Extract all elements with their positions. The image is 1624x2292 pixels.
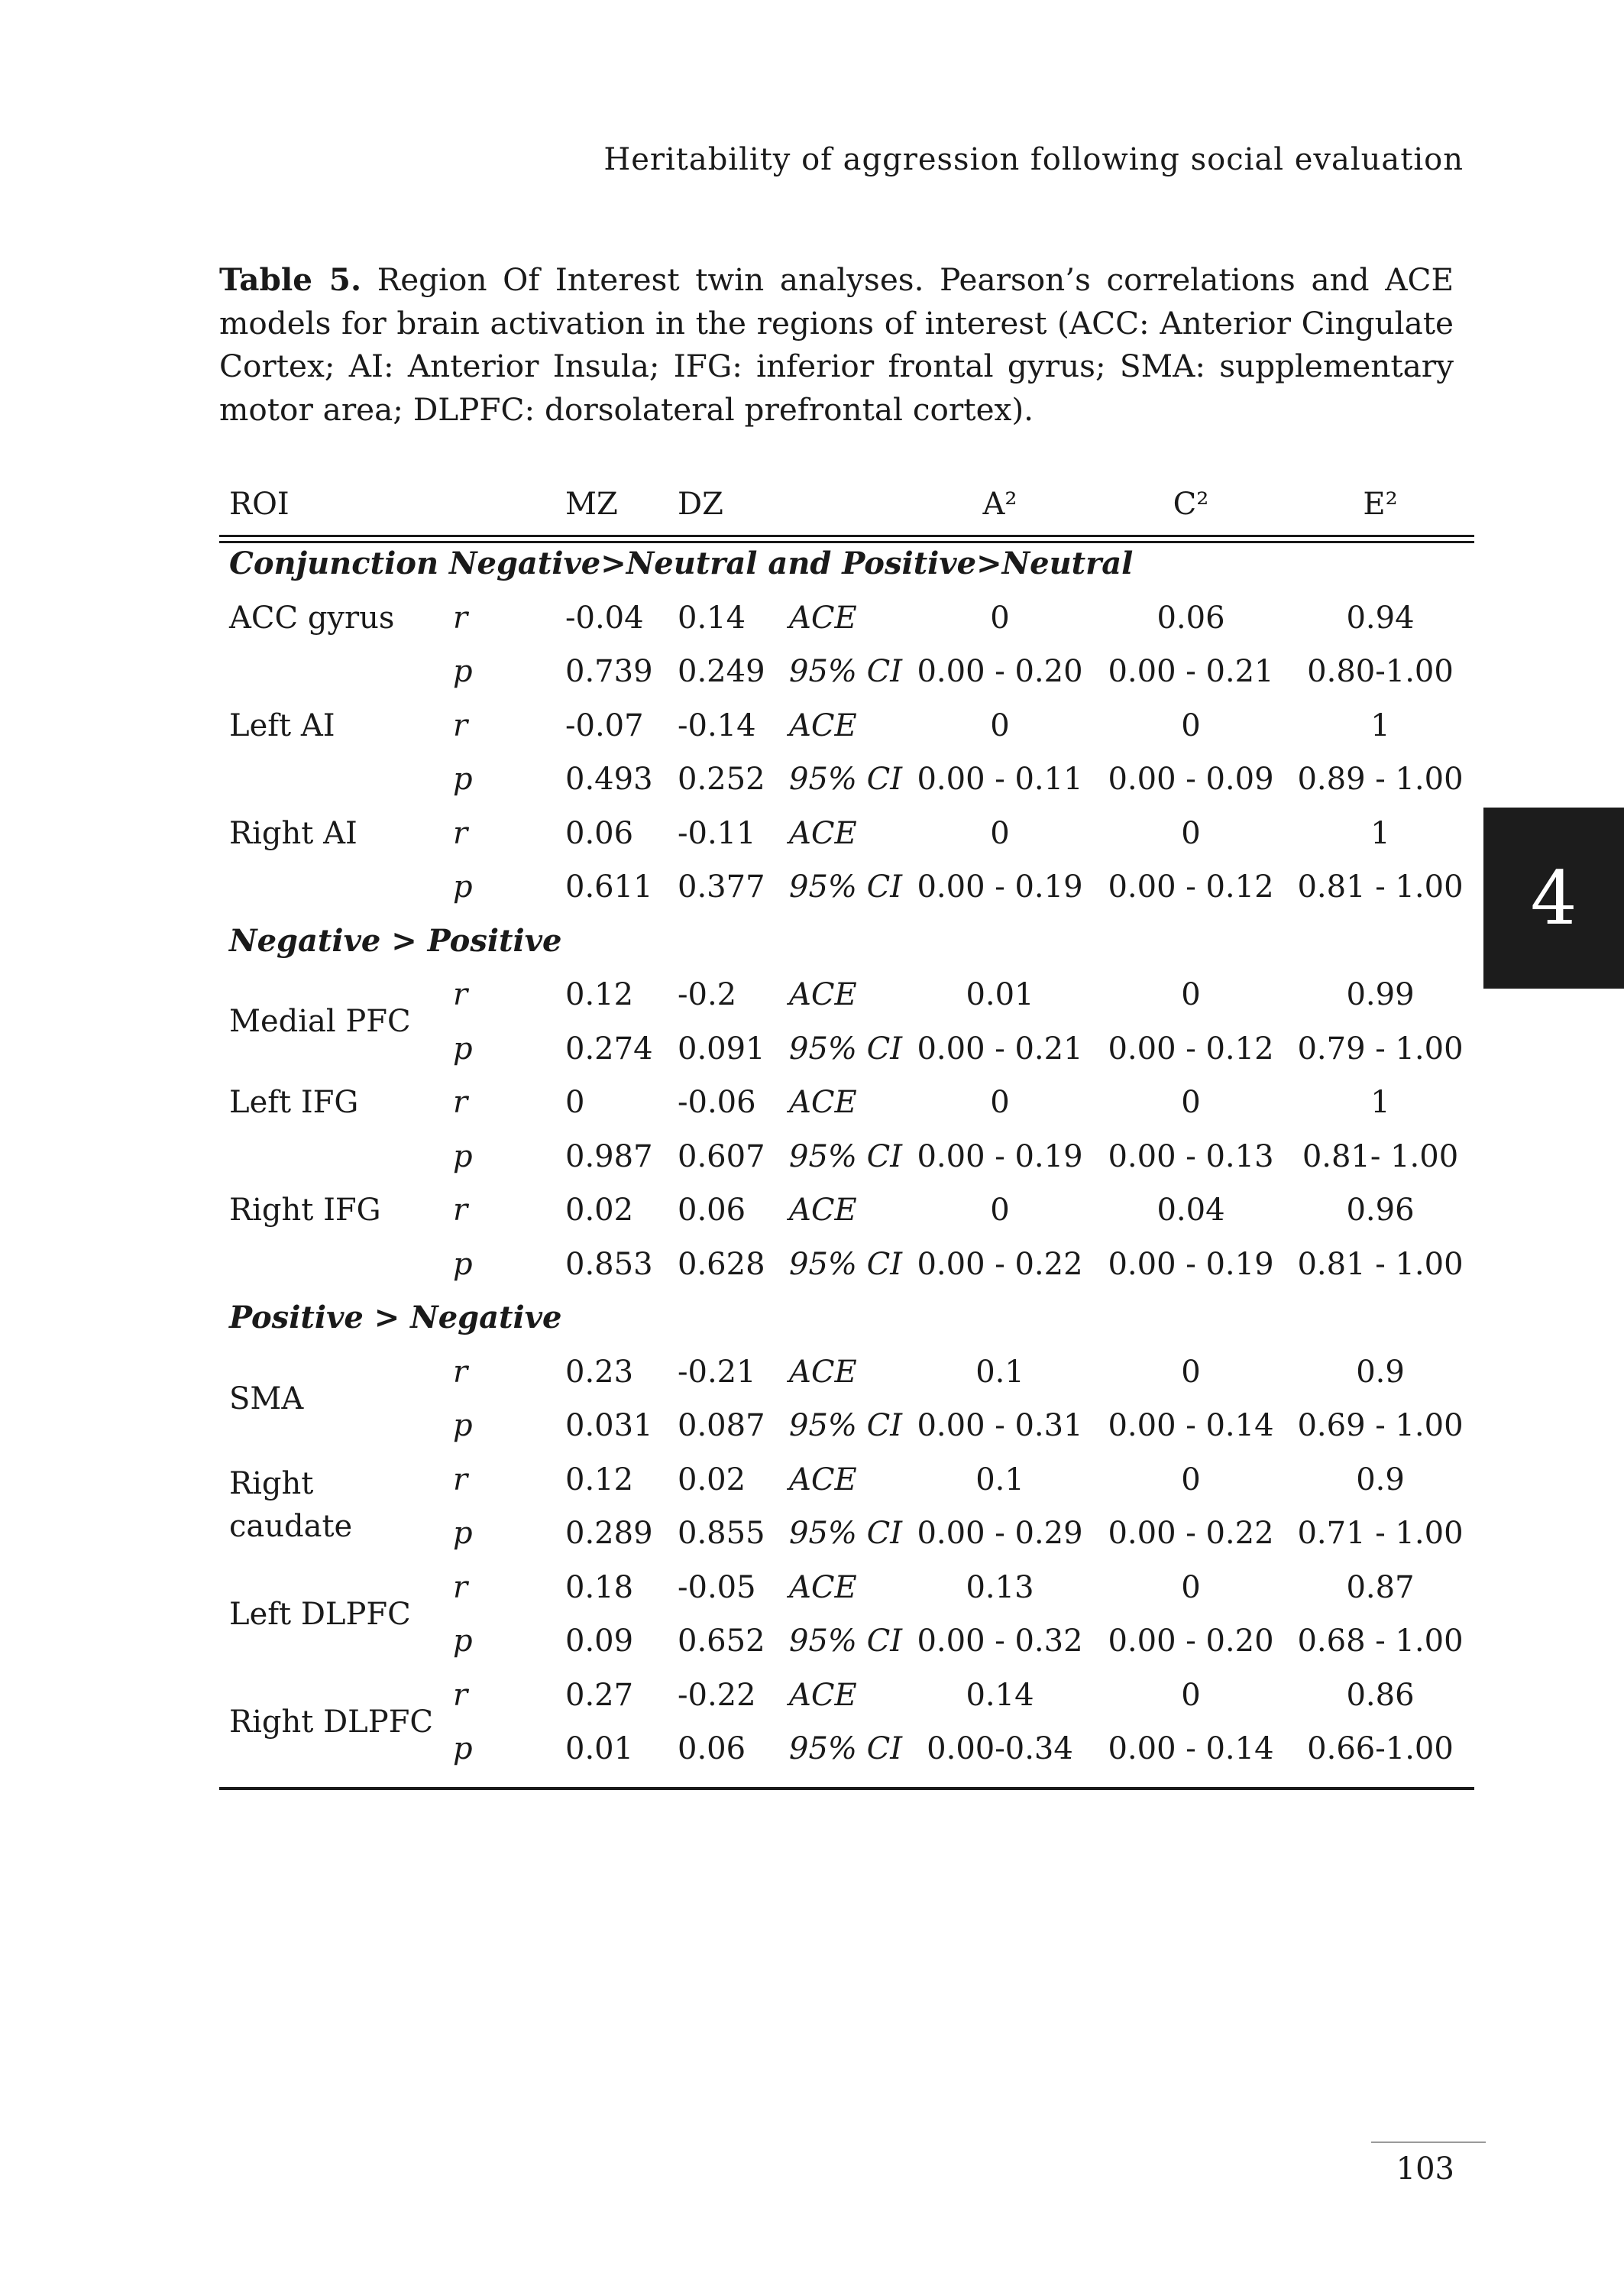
stat-symbol: p <box>453 869 473 905</box>
model-label: ACE <box>789 600 857 636</box>
data-cell: 0.01 <box>966 977 1034 1012</box>
data-cell: 0.628 <box>678 1246 765 1282</box>
roi-table <box>219 474 1474 1778</box>
roi-name: Left AI <box>229 707 335 743</box>
stat-symbol: r <box>453 1677 468 1713</box>
table-caption <box>219 258 1454 431</box>
stat-symbol: r <box>453 600 468 636</box>
stat-symbol: p <box>453 762 473 797</box>
stat-symbol: r <box>453 1354 468 1390</box>
data-cell: 0.00 - 0.19 <box>917 869 1083 905</box>
data-cell: 0.252 <box>678 762 765 797</box>
chapter-tab: 4 <box>1483 808 1624 989</box>
data-cell: -0.04 <box>565 600 644 636</box>
data-cell: 0.96 <box>1346 1193 1415 1228</box>
data-cell: 0.00 - 0.13 <box>1108 1138 1274 1174</box>
data-cell: 0.00 - 0.20 <box>917 654 1083 689</box>
model-label: 95% CI <box>789 1246 903 1282</box>
data-cell: 0.00 - 0.19 <box>1108 1246 1274 1282</box>
header-rule-top <box>219 535 1474 537</box>
stat-symbol: p <box>453 1624 473 1659</box>
data-cell: 0.81- 1.00 <box>1302 1138 1459 1174</box>
table-bottom-rule <box>219 1787 1474 1790</box>
data-cell: 0.89 - 1.00 <box>1297 762 1464 797</box>
data-cell: -0.05 <box>678 1569 756 1605</box>
data-cell: 0 <box>1181 1569 1201 1605</box>
data-cell: 0.87 <box>1346 1569 1415 1605</box>
data-cell: 0.00 - 0.11 <box>917 762 1083 797</box>
data-cell: 0.00 - 0.20 <box>1108 1624 1274 1659</box>
data-cell: -0.07 <box>565 707 644 743</box>
data-cell: -0.06 <box>678 1085 756 1120</box>
column-header: E² <box>1363 487 1398 522</box>
data-cell: 0 <box>1181 815 1201 851</box>
data-cell: 0.09 <box>565 1624 634 1659</box>
data-cell: 0.853 <box>565 1246 653 1282</box>
model-label: 95% CI <box>789 762 903 797</box>
model-label: 95% CI <box>789 869 903 905</box>
roi-name: Left IFG <box>229 1085 359 1120</box>
data-cell: 0 <box>990 1193 1010 1228</box>
data-cell: 0.06 <box>678 1193 746 1228</box>
model-label: 95% CI <box>789 1408 903 1443</box>
data-cell: 0.12 <box>565 1462 634 1497</box>
model-label: ACE <box>789 977 857 1012</box>
caption-label: Table 5. <box>219 261 362 298</box>
data-cell: 0.1 <box>975 1354 1024 1390</box>
model-label: ACE <box>789 1569 857 1605</box>
column-header: A² <box>982 487 1017 522</box>
stat-symbol: p <box>453 1031 473 1067</box>
data-cell: 0.66-1.00 <box>1307 1731 1454 1766</box>
data-cell: 0 <box>990 600 1010 636</box>
model-label: ACE <box>789 1354 857 1390</box>
model-label: 95% CI <box>789 1624 903 1659</box>
caption-text: Region Of Interest twin analyses. Pearson’s correlations and ACE models for brain activation in the regions of interest (ACC: Anterior Cingulate Cortex; AI: Anterior Insula; IFG: inferior frontal gyrus; SMA: supplementary motor area; DLPFC: dorsolateral prefrontal cortex). <box>219 261 1454 428</box>
model-label: ACE <box>789 815 857 851</box>
model-label: 95% CI <box>789 654 903 689</box>
page-number-rule <box>1371 2141 1486 2143</box>
data-cell: 0 <box>990 707 1010 743</box>
data-cell: 0.855 <box>678 1516 765 1551</box>
data-cell: 0.71 - 1.00 <box>1297 1516 1464 1551</box>
stat-symbol: r <box>453 977 468 1012</box>
model-label: 95% CI <box>789 1138 903 1174</box>
data-cell: 0.652 <box>678 1624 765 1659</box>
data-cell: 0.18 <box>565 1569 634 1605</box>
data-cell: 0.031 <box>565 1408 653 1443</box>
data-cell: 0.377 <box>678 869 765 905</box>
data-cell: 0.00 - 0.14 <box>1108 1731 1274 1766</box>
section-heading: Positive > Negative <box>229 1300 562 1335</box>
data-cell: 0.81 - 1.00 <box>1297 1246 1464 1282</box>
data-cell: 0.00 - 0.31 <box>917 1408 1083 1443</box>
model-label: 95% CI <box>789 1031 903 1067</box>
data-cell: 0.00 - 0.32 <box>917 1624 1083 1659</box>
data-cell: 0.00 - 0.22 <box>917 1246 1083 1282</box>
data-cell: 0.94 <box>1346 600 1415 636</box>
stat-symbol: r <box>453 1462 468 1497</box>
data-cell: 0.23 <box>565 1354 634 1390</box>
section-heading: Negative > Positive <box>229 922 562 959</box>
data-cell: 0.79 - 1.00 <box>1297 1031 1464 1067</box>
data-cell: 0.607 <box>678 1138 765 1174</box>
data-cell: 0.01 <box>565 1731 634 1766</box>
data-cell: 0.00 - 0.21 <box>917 1031 1083 1067</box>
roi-name: Right AI <box>229 815 357 851</box>
data-cell: 0.9 <box>1356 1354 1405 1390</box>
data-cell: -0.11 <box>678 815 756 851</box>
roi-name: Right caudate <box>229 1465 353 1544</box>
data-cell: 0.69 - 1.00 <box>1297 1408 1464 1443</box>
data-cell: 0.493 <box>565 762 653 797</box>
data-cell: 0 <box>990 1085 1010 1120</box>
roi-name: Medial PFC <box>229 1004 411 1040</box>
data-cell: 0 <box>1181 707 1201 743</box>
model-label: ACE <box>789 1677 857 1713</box>
data-cell: 0.14 <box>966 1677 1034 1713</box>
data-cell: 0.9 <box>1356 1462 1405 1497</box>
column-header: C² <box>1173 487 1209 522</box>
data-cell: -0.22 <box>678 1677 756 1713</box>
page-number: 103 <box>1396 2151 1454 2187</box>
stat-symbol: p <box>453 1516 473 1551</box>
data-cell: 0.00 - 0.12 <box>1108 1031 1274 1067</box>
data-cell: 0.987 <box>565 1138 653 1174</box>
roi-name: Left DLPFC <box>229 1596 411 1632</box>
data-cell: 0.06 <box>1157 600 1225 636</box>
data-cell: 0 <box>565 1085 585 1120</box>
stat-symbol: p <box>453 1408 473 1443</box>
data-cell: 0.80-1.00 <box>1307 654 1454 689</box>
stat-symbol: r <box>453 1193 468 1228</box>
data-cell: 0 <box>1181 977 1201 1012</box>
stat-symbol: r <box>453 815 468 851</box>
column-header: MZ <box>565 487 618 522</box>
data-cell: 0.087 <box>678 1408 765 1443</box>
data-cell: 0 <box>990 815 1010 851</box>
data-cell: 0.249 <box>678 654 765 689</box>
column-header: ROI <box>229 487 290 522</box>
data-cell: 0.1 <box>975 1462 1024 1497</box>
model-label: ACE <box>789 1193 857 1228</box>
data-cell: 0.00 - 0.19 <box>917 1138 1083 1174</box>
data-cell: -0.2 <box>678 977 737 1012</box>
data-cell: 0.68 - 1.00 <box>1297 1624 1464 1659</box>
roi-name: ACC gyrus <box>229 600 395 636</box>
data-cell: 0.00-0.34 <box>927 1731 1073 1766</box>
data-cell: 0.86 <box>1346 1677 1415 1713</box>
data-cell: 0.13 <box>966 1569 1034 1605</box>
data-cell: 1 <box>1370 707 1390 743</box>
data-cell: 0.274 <box>565 1031 653 1067</box>
data-cell: 0.12 <box>565 977 634 1012</box>
data-cell: 0 <box>1181 1677 1201 1713</box>
data-cell: 0.289 <box>565 1516 653 1551</box>
header-rule-bottom <box>219 541 1474 543</box>
model-label: ACE <box>789 1085 857 1120</box>
data-cell: 0.739 <box>565 654 653 689</box>
data-cell: 0 <box>1181 1462 1201 1497</box>
data-cell: 0.04 <box>1157 1193 1225 1228</box>
data-cell: 0.81 - 1.00 <box>1297 869 1464 905</box>
running-head: Heritability of aggression following social evaluation <box>603 142 1464 177</box>
data-cell: 0.00 - 0.09 <box>1108 762 1274 797</box>
stat-symbol: p <box>453 1138 473 1174</box>
stat-symbol: r <box>453 707 468 743</box>
roi-name: Right IFG <box>229 1193 381 1228</box>
data-cell: 0.00 - 0.14 <box>1108 1408 1274 1443</box>
data-cell: 0.06 <box>565 815 634 851</box>
data-cell: -0.21 <box>678 1354 756 1390</box>
data-cell: 0.00 - 0.12 <box>1108 869 1274 905</box>
data-cell: 0.00 - 0.21 <box>1108 654 1274 689</box>
stat-symbol: r <box>453 1085 468 1120</box>
data-cell: 0.27 <box>565 1677 634 1713</box>
data-cell: 0.091 <box>678 1031 765 1067</box>
data-cell: 0.00 - 0.22 <box>1108 1516 1274 1551</box>
stat-symbol: p <box>453 654 473 689</box>
data-cell: 0.06 <box>678 1731 746 1766</box>
model-label: 95% CI <box>789 1516 903 1551</box>
stat-symbol: r <box>453 1569 468 1605</box>
roi-name: SMA <box>229 1381 304 1416</box>
data-cell: 0.02 <box>565 1193 634 1228</box>
data-cell: 0.00 - 0.29 <box>917 1516 1083 1551</box>
data-cell: 1 <box>1370 1085 1390 1120</box>
data-cell: 0 <box>1181 1085 1201 1120</box>
model-label: ACE <box>789 1462 857 1497</box>
data-cell: 1 <box>1370 815 1390 851</box>
data-cell: 0.99 <box>1346 977 1415 1012</box>
stat-symbol: p <box>453 1731 473 1766</box>
column-header: DZ <box>678 487 723 522</box>
section-heading: Conjunction Negative>Neutral and Positive>Neutral <box>229 545 1134 581</box>
roi-name: Right DLPFC <box>229 1704 433 1740</box>
model-label: 95% CI <box>789 1731 903 1766</box>
data-cell: 0.611 <box>565 869 653 905</box>
data-cell: 0.02 <box>678 1462 746 1497</box>
data-cell: 0 <box>1181 1354 1201 1390</box>
data-cell: 0.14 <box>678 600 746 636</box>
stat-symbol: p <box>453 1246 473 1282</box>
data-cell: -0.14 <box>678 707 756 743</box>
model-label: ACE <box>789 707 857 743</box>
